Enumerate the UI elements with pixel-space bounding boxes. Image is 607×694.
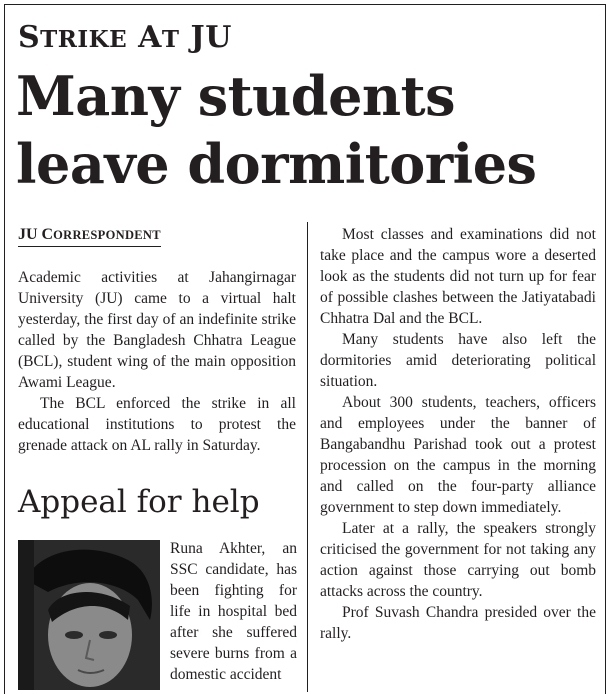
paragraph: About 300 students, teachers, officers and employees under the banner of Bangabandhu Parishad took out a protest procession on the campus in the morning and called on the four-party alliance government to step down immediately. (320, 394, 596, 516)
left-column (18, 224, 296, 456)
paragraph: Most classes and examinations did not take place and the campus wore a deserted look as the students did not turn up for fear of possible clashes between the Jatiyatabadi Chhatra Dal and the BCL. (320, 226, 596, 327)
kicker: STRIKE AT JU (18, 20, 232, 55)
column-divider (307, 222, 308, 692)
paragraph: Prof Suvash Chandra presided over the rally. (320, 604, 596, 642)
headline: Many students leave dormitories (16, 64, 537, 196)
paragraph: Many students have also left the dormitories amid deteriorating political situation. (320, 331, 596, 390)
appeal-text: Runa Akhter, an SSC candidate, has been fighting for life in hospital bed after she suffered severe burns from a domestic accident (170, 540, 297, 683)
appeal-title: Appeal for help (18, 484, 260, 520)
right-column (320, 224, 596, 644)
byline: JU CORRESPONDENT (18, 225, 161, 247)
portrait-image (18, 540, 160, 690)
paragraph: The BCL enforced the strike in all educational institutions to protest the grenade attack on AL rally in Saturday. (18, 395, 296, 454)
portrait-photo (18, 540, 160, 690)
paragraph: Academic activities at Jahangirnagar University (JU) came to a virtual halt yesterday, the first day of an indefinite strike called by the Bangladesh Chhatra League (BCL), student wing of the main opposition Awami League. (18, 269, 296, 391)
paragraph: Later at a rally, the speakers strongly criticised the government for not taking any action against those carrying out bomb attacks across the country. (320, 520, 596, 600)
